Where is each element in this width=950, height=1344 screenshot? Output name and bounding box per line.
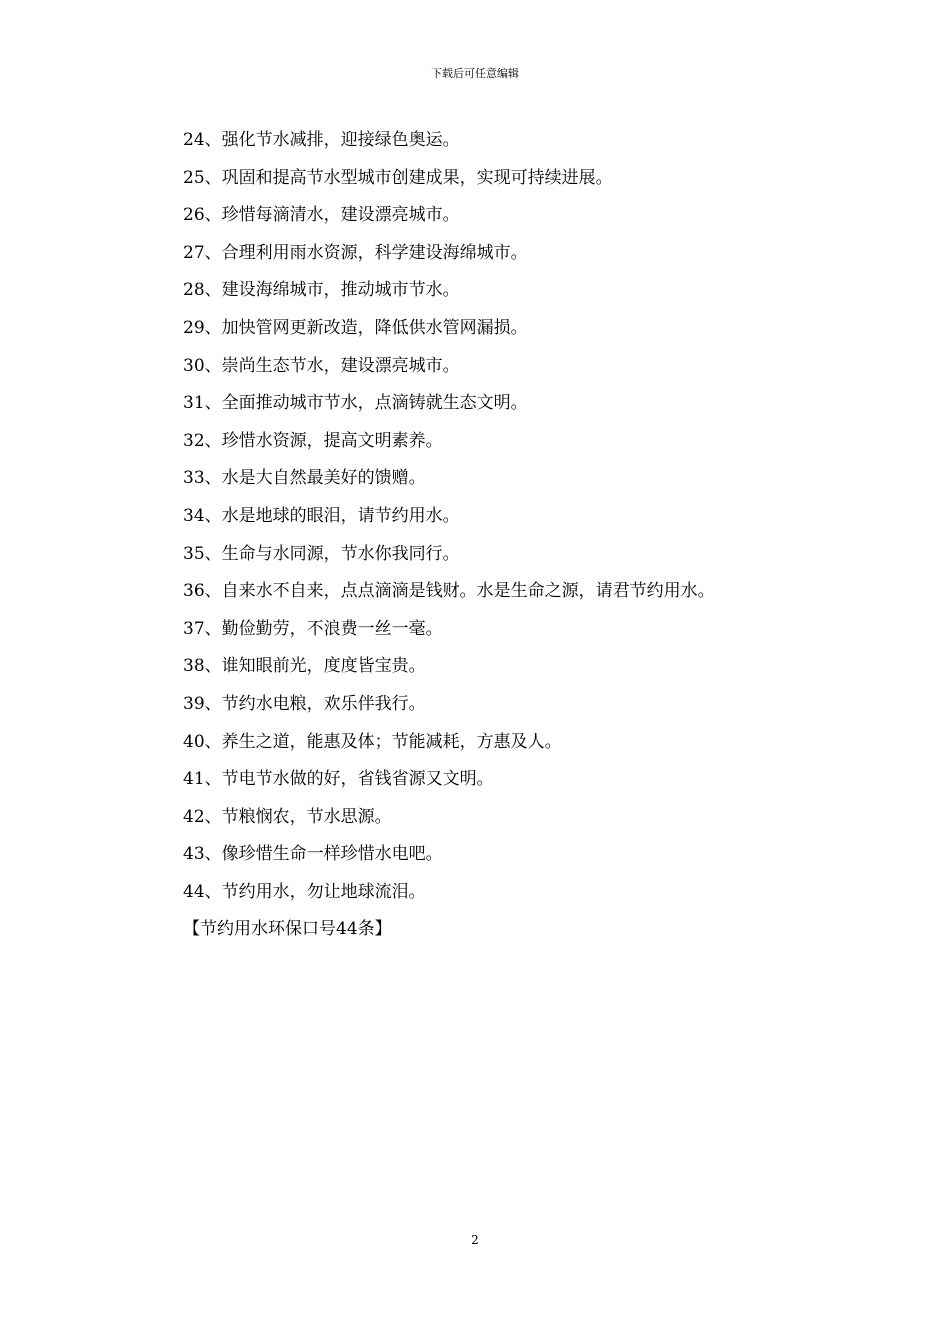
list-item: 43、像珍惜生命一样珍惜水电吧。 — [183, 844, 443, 865]
list-item: 44、节约用水，勿让地球流泪。 — [183, 881, 426, 902]
list-item: 41、节电节水做的好，省钱省源又文明。 — [183, 769, 494, 790]
list-item: 38、谁知眼前光，度度皆宝贵。 — [183, 656, 426, 677]
list-item: 37、勤俭勤劳，不浪费一丝一毫。 — [183, 618, 443, 639]
list-item: 29、加快管网更新改造，降低供水管网漏损。 — [183, 317, 528, 338]
list-item: 40、养生之道，能惠及体；节能减耗，方惠及人。 — [183, 731, 562, 752]
list-item: 42、节粮悯农，节水思源。 — [183, 806, 392, 827]
list-item: 26、珍惜每滴清水，建设漂亮城市。 — [183, 205, 460, 226]
list-item: 35、生命与水同源，节水你我同行。 — [183, 543, 460, 564]
list-item: 36、自来水不自来，点点滴滴是钱财。水是生命之源，请君节约用水。 — [183, 581, 715, 602]
list-item: 27、合理利用雨水资源，科学建设海绵城市。 — [183, 242, 528, 263]
list-item: 31、全面推动城市节水，点滴铸就生态文明。 — [183, 393, 528, 414]
list-item: 28、建设海绵城市，推动城市节水。 — [183, 280, 460, 301]
page-number: 2 — [471, 1233, 479, 1247]
list-item: 34、水是地球的眼泪，请节约用水。 — [183, 505, 460, 526]
page-header: 下载后可任意编辑 — [431, 67, 519, 80]
list-item: 39、节约水电粮，欢乐伴我行。 — [183, 693, 426, 714]
list-item: 25、巩固和提高节水型城市创建成果，实现可持续进展。 — [183, 167, 613, 188]
list-item: 24、强化节水减排，迎接绿色奥运。 — [183, 130, 460, 150]
list-item: 33、水是大自然最美好的馈赠。 — [183, 468, 426, 489]
closing-title: 【节约用水环保口号44条】 — [183, 919, 392, 940]
list-item: 32、珍惜水资源，提高文明素养。 — [183, 430, 443, 451]
slogan-list — [183, 122, 823, 949]
list-item: 30、崇尚生态节水，建设漂亮城市。 — [183, 355, 460, 376]
